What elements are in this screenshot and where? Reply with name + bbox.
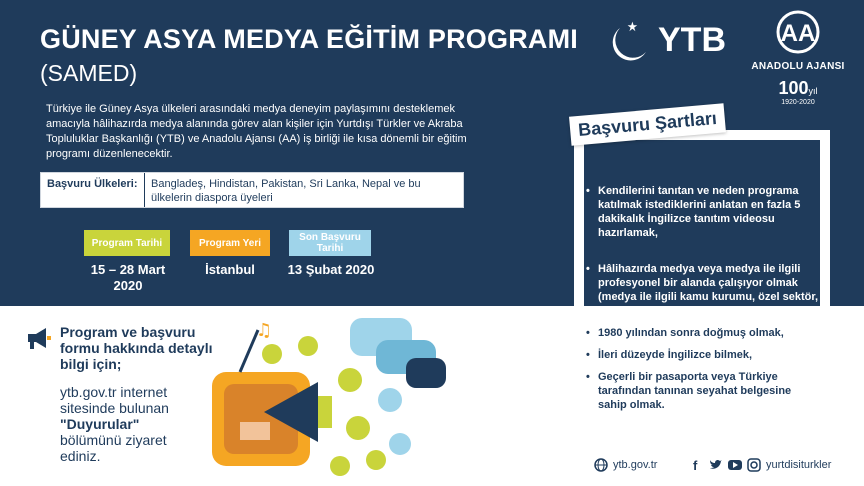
footer-website[interactable] xyxy=(594,458,657,472)
requirement-item: • Hâlihazırda medya veya medya ile ilgili profesyonel bir alanda çalışıyor olmak (medya ile ilgili kamu kurumu, özel sektör, STK'lar), xyxy=(584,262,820,318)
ytb-logo-text: YTB xyxy=(658,20,726,59)
program-date-label: Program Tarihi xyxy=(84,230,170,256)
avatar-icon xyxy=(346,416,370,440)
aa-logo xyxy=(748,10,848,106)
youtube-icon[interactable] xyxy=(728,458,742,472)
hand-icon xyxy=(240,422,270,440)
deadline-label: Son Başvuru Tarihi xyxy=(289,230,371,256)
aa-mark-text: AA xyxy=(780,20,816,47)
info-heading: Program ve başvuru formu hakkında detaylı bilgi için; xyxy=(60,324,213,372)
requirement-item: • Geçerli bir pasaporta veya Türkiye tarafından tanınan seyahat belgesine sahip olmak. xyxy=(584,370,820,412)
avatar-icon xyxy=(298,336,318,356)
avatar-icon xyxy=(378,388,402,412)
ytb-logo xyxy=(612,18,726,62)
aa-centenary-number: 100 xyxy=(778,78,809,98)
crescent-star-icon xyxy=(612,18,652,62)
footer-social[interactable] xyxy=(690,458,831,472)
program-location-label: Program Yeri xyxy=(190,230,270,256)
program-date-value: 15 – 28 Mart 2020 xyxy=(90,262,166,293)
aa-mark-icon xyxy=(770,10,826,54)
info-line-2: bölümünü ziyaret ediniz. xyxy=(60,432,167,464)
countries-box xyxy=(40,172,464,208)
website-link[interactable]: ytb.gov.tr xyxy=(613,459,658,471)
svg-text:f: f xyxy=(693,458,698,472)
info-line-1: ytb.gov.tr internet sitesinde bulunan xyxy=(60,384,169,416)
requirements-title: Başvuru Şartları xyxy=(569,103,726,145)
globe-icon xyxy=(594,458,608,472)
music-note-icon: ♫ xyxy=(256,320,273,341)
megaphone-mouth-icon xyxy=(318,396,332,428)
aa-centenary-suffix: yıl xyxy=(808,86,818,96)
avatar-icon xyxy=(330,456,350,476)
deadline-value: 13 Şubat 2020 xyxy=(287,262,375,277)
aa-years: 1920-2020 xyxy=(781,99,815,106)
info-body xyxy=(60,384,200,464)
avatar-icon xyxy=(262,344,282,364)
info-highlight: "Duyurular" xyxy=(60,416,140,432)
twitter-icon[interactable] xyxy=(709,458,723,472)
megaphone-icon xyxy=(24,324,52,352)
countries-value: Bangladeş, Hindistan, Pakistan, Sri Lanka, Nepal ve bu ülkelerin diaspora üyeleri xyxy=(151,178,421,204)
intro-text: Türkiye ile Güney Asya ülkeleri arasındaki medya deneyim paylaşımını desteklemek amacıyla hâlihazırda medya alanında görev alan kişiler için Yurtdışı Türkler ve Akraba Topluluklar Başkanlığı (YTB) ve Anadolu Ajansı (AA) iş birliği ile kısa dönemli bir eğitim programı düzenlenecektir. xyxy=(46,103,467,160)
aa-centenary xyxy=(748,78,848,99)
requirements-list xyxy=(584,184,820,248)
page-title: GÜNEY ASYA MEDYA EĞİTİM PROGRAMI xyxy=(40,24,578,54)
requirements-list-cont xyxy=(584,262,820,326)
social-handle[interactable]: yurtdisiturkler xyxy=(766,459,832,471)
instagram-icon[interactable] xyxy=(747,458,761,472)
aa-name: ANADOLU AJANSI xyxy=(751,61,845,72)
avatar-icon xyxy=(389,433,411,455)
media-illustration xyxy=(200,310,450,480)
page-subtitle: (SAMED) xyxy=(40,60,138,86)
requirements-list-bottom xyxy=(584,326,820,420)
requirement-item: • İleri düzeyde İngilizce bilmek, xyxy=(584,348,820,362)
avatar-icon xyxy=(366,450,386,470)
requirement-item: • Kendilerini tanıtan ve neden programa katılmak istediklerini anlatan en fazla 5 dakikalık İngilizce tanıtım videosu hazırlamak, xyxy=(584,184,820,240)
program-location-value: İstanbul xyxy=(205,262,255,277)
facebook-icon[interactable] xyxy=(690,458,704,472)
countries-label: Başvuru Ülkeleri: xyxy=(41,173,145,207)
chat-bubble-icon xyxy=(406,358,446,388)
avatar-icon xyxy=(338,368,362,392)
requirement-item: • 1980 yılından sonra doğmuş olmak, xyxy=(584,326,820,340)
